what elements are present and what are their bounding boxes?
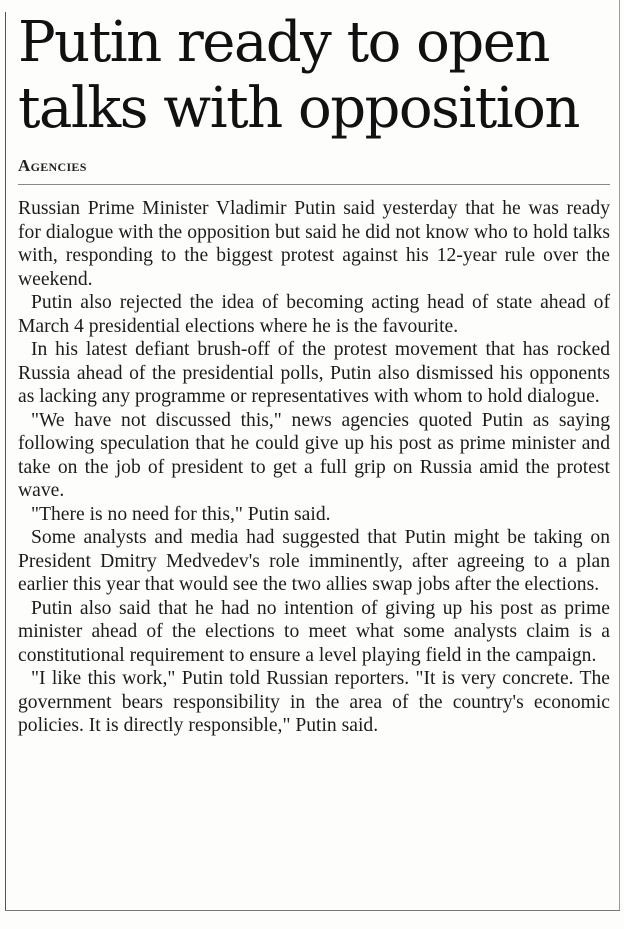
headline: Putin ready to open talks with opposition — [18, 10, 579, 141]
bottom-rule — [5, 910, 620, 911]
right-column-rule — [619, 0, 620, 911]
paragraph: Putin also said that he had no intention of giving up his post as prime minister ahead of the elections to meet what some analysts claim is a constitutional requirement to ensure a level playing field in the campaign. — [18, 597, 610, 666]
paragraph: "There is no need for this," Putin said. — [31, 503, 331, 525]
byline: Agencies — [18, 156, 87, 175]
article-body — [18, 197, 610, 738]
paragraph: "I like this work," Putin told Russian reporters. "It is very concrete. The government bears responsibility in the area of the country's economic policies. It is directly responsible," Putin said. — [18, 668, 610, 736]
byline-divider — [18, 184, 610, 185]
paragraph: Putin also rejected the idea of becoming acting head of state ahead of March 4 presidential elections where he is the favourite. — [18, 292, 610, 337]
paragraph: In his latest defiant brush-off of the protest movement that has rocked Russia ahead of the presidential polls, Putin also dismissed his opponents as lacking any programme or representatives with whom to hold dialogue. — [18, 339, 610, 407]
paragraph: "We have not discussed this," news agencies quoted Putin as saying following speculation that he could give up his post as prime minister and take on the job of president to get a full grip on Russia amid the protest wave. — [18, 409, 610, 501]
article — [18, 10, 610, 738]
paragraph: Some analysts and media had suggested that Putin might be taking on President Dmitry Medvedev's role imminently, after agreeing to a plan earlier this year that would see the two allies swap jobs after the elections. — [18, 527, 610, 595]
paragraph: Russian Prime Minister Vladimir Putin said yesterday that he was ready for dialogue with the opposition but said he did not know who to hold talks with, responding to the biggest protest against his 12-year rule over the weekend. — [18, 198, 610, 290]
left-column-rule — [5, 12, 6, 911]
